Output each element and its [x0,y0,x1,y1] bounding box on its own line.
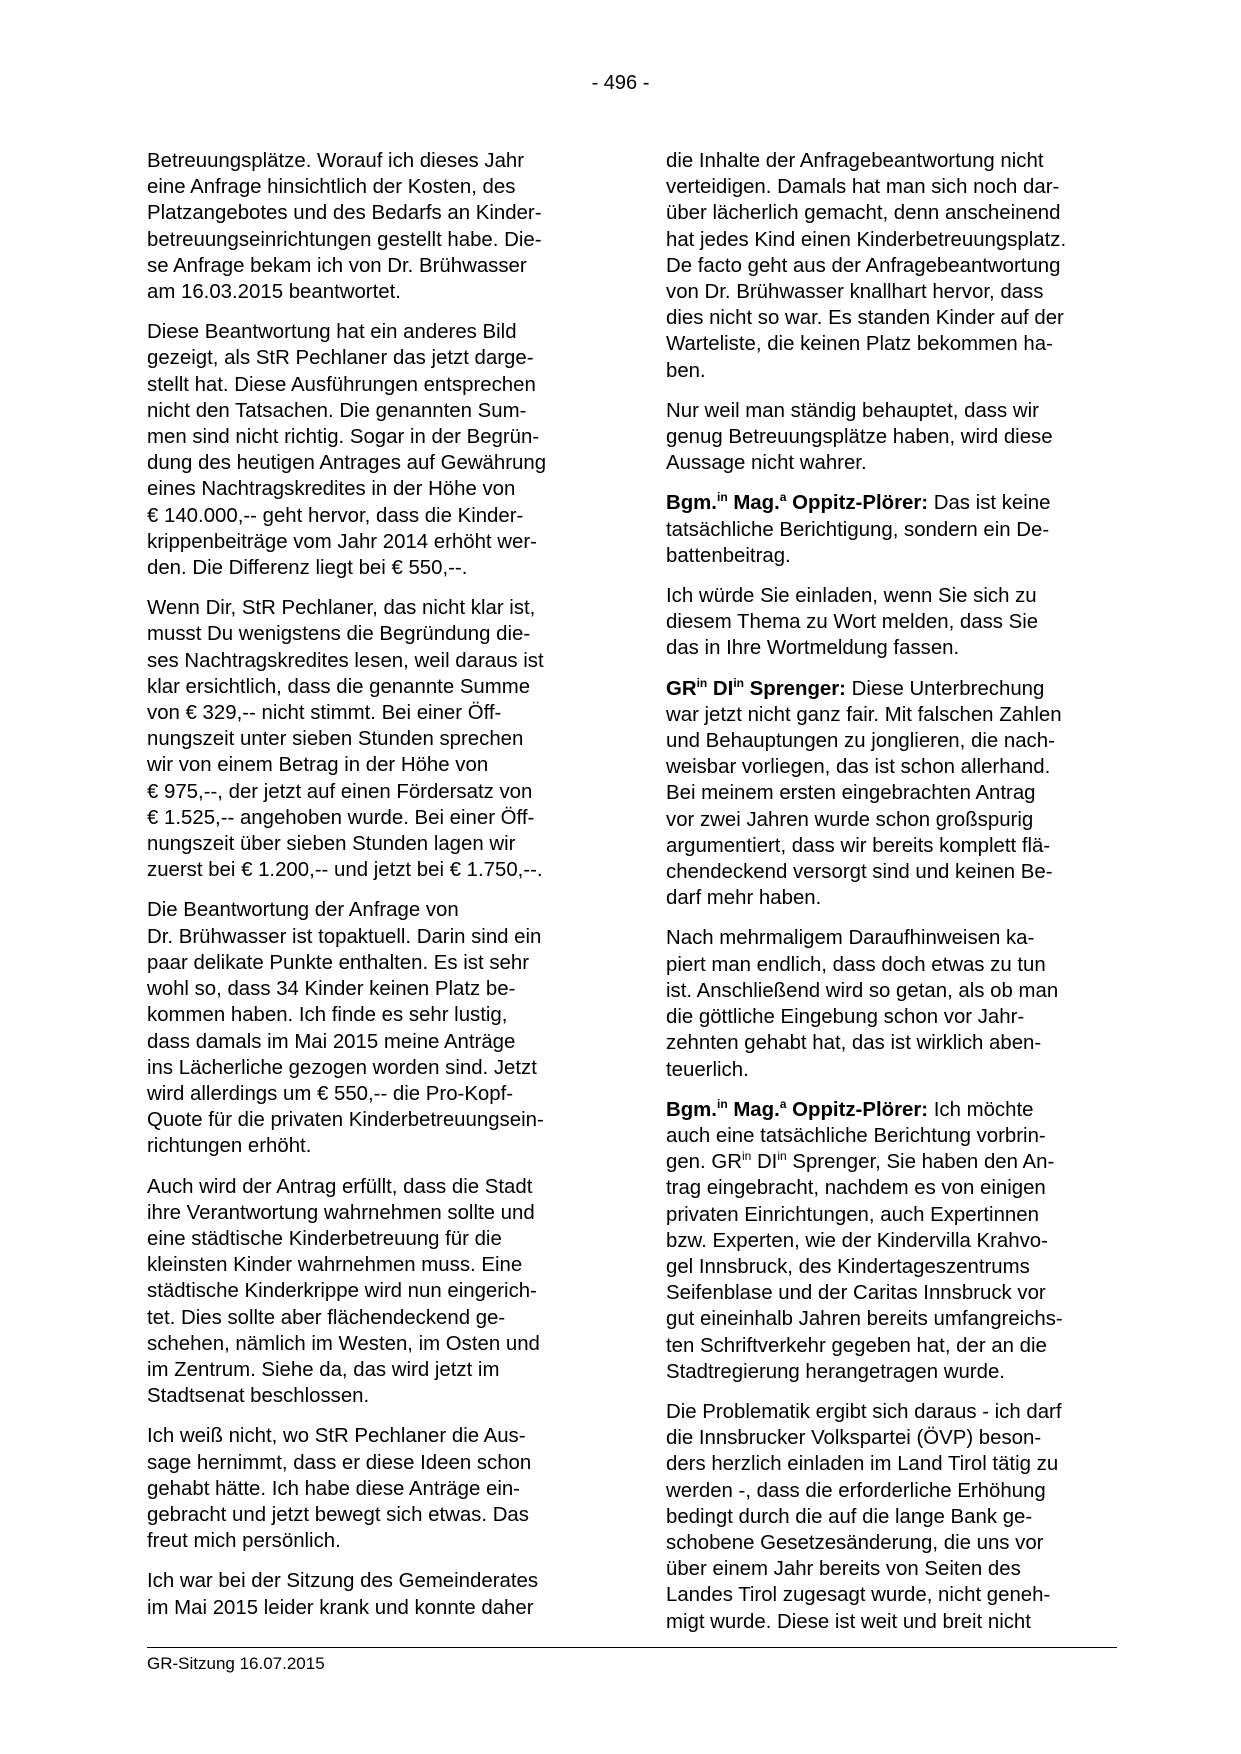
text-line: krippenbeiträge vom Jahr 2014 erhöht wer- [147,530,537,553]
text-line: zuerst bei € 1.200,-- und jetzt bei € 1.750,--. [147,859,543,882]
text-line: nicht den Tatsachen. Die genannten Sum- [147,399,527,422]
text-line: eine städtische Kinderbetreuung für die [147,1227,502,1250]
text-line: gezeigt, als StR Pechlaner das jetzt darge- [147,347,534,370]
paragraph [147,897,597,1159]
text-line: Nur weil man ständig behauptet, dass wir [666,399,1039,422]
text-line: Wenn Dir, StR Pechlaner, das nicht klar ist, [147,597,536,620]
text-line: $GR^{in}$ $DI^{in}$ Sprenger: Diese Unterbrechung [666,675,1045,700]
text-line: schehen, nämlich im Westen, im Osten und [147,1332,540,1355]
text-line: bzw. Experten, wie der Kindervilla Krahvo- [666,1229,1048,1252]
text-line: trag eingebracht, nachdem es von einigen [666,1177,1046,1200]
text-line: werden -, dass die erforderliche Erhöhung [666,1479,1046,1502]
text-line: € 975,--, der jetzt auf einen Fördersatz von [147,780,533,803]
text-line: klar ersichtlich, dass die genannte Summe [147,675,531,698]
text-line: verteidigen. Damals hat man sich noch dar- [666,176,1060,199]
text-line: argumentiert, dass wir bereits komplett flä- [666,834,1051,857]
text-line: Aussage nicht wahrer. [666,452,867,475]
text-line: und Behauptungen zu jonglieren, die nach- [666,730,1055,753]
paragraph [666,925,1116,1082]
text-line: Auch wird der Antrag erfüllt, dass die Stadt [147,1175,533,1198]
text-line: gebracht und jetzt bewegt sich etwas. Das [147,1503,529,1526]
text-line: Seifenblase und der Caritas Innsbruck vor [666,1282,1046,1305]
text-line: Warteliste, die keinen Platz bekommen ha- [666,333,1053,356]
text-line: teuerlich. [666,1058,749,1081]
text-line: auch eine tatsächliche Berichtung vorbrin- [666,1124,1046,1147]
text-line: zehnten gehabt hat, das ist wirklich aben- [666,1032,1042,1055]
text-line: Quote für die privaten Kinderbetreuungsein- [147,1109,544,1132]
text-line: migt wurde. Diese ist weit und breit nicht [666,1610,1031,1633]
paragraph [666,398,1116,477]
text-line: Bgm.$^{in}$ Mag.$^a$ Oppitz-Plörer: Ich möchte [666,1096,1034,1121]
paragraph [666,583,1116,662]
text-line: Die Problematik ergibt sich daraus - ich darf [666,1400,1062,1423]
text-line: Ich war bei der Sitzung des Gemeinderates [147,1570,539,1593]
text-line: tet. Dies sollte aber flächendeckend ge- [147,1306,506,1329]
text-line: die göttliche Eingebung schon vor Jahr- [666,1006,1025,1029]
footer-divider [147,1647,1117,1648]
paragraph [147,1174,597,1410]
paragraph [147,148,597,305]
text-line: städtische Kinderkrippe wird nun eingerich- [147,1280,537,1303]
text-line: vor zwei Jahren wurde schon großspurig [666,808,1034,831]
text-line: kleinsten Kinder wahrnehmen muss. Eine [147,1254,523,1277]
text-line: eine Anfrage hinsichtlich der Kosten, des [147,176,516,199]
text-line: hat jedes Kind einen Kinderbetreuungsplatz. [666,228,1067,251]
text-line: betreuungseinrichtungen gestellt habe. Die- [147,228,542,251]
text-line: ders herzlich einladen im Land Tirol tätig zu [666,1453,1059,1476]
text-line: eines Nachtragskredites in der Höhe von [147,478,516,501]
text-line: De facto geht aus der Anfragebeantwortung [666,254,1061,277]
text-line: Landes Tirol zugesagt wurde, nicht geneh- [666,1584,1051,1607]
text-line: Betreuungsplätze. Worauf ich dieses Jahr [147,150,525,172]
text-line: im Mai 2015 leider krank und konnte daher [147,1596,534,1619]
text-line: ten Schriftverkehr gegeben hat, der an die [666,1334,1047,1357]
text-line: Die Beantwortung der Anfrage von [147,899,459,922]
text-line: dung des heutigen Antrages auf Gewährung [147,452,547,475]
text-line: sage hernimmt, dass er diese Ideen schon [147,1451,532,1474]
text-line: ist. Anschließend wird so getan, als ob man [666,979,1059,1002]
text-line: die Innsbrucker Volkspartei (ÖVP) beson- [666,1427,1042,1450]
text-line: Platzangebotes und des Bedarfs an Kinder- [147,202,542,225]
text-line: piert man endlich, dass doch etwas zu tun [666,953,1046,976]
text-line: € 140.000,-- geht hervor, dass die Kinder- [147,504,524,527]
speaker-paragraph [666,490,1116,569]
text-line: die Inhalte der Anfragebeantwortung nicht [666,150,1044,172]
text-line: ses Nachtragskredites lesen, weil daraus ist [147,649,544,672]
text-line: dass damals im Mai 2015 meine Anträge [147,1030,516,1053]
text-line: Stadtsenat beschlossen. [147,1385,370,1408]
text-line: von € 329,-- nicht stimmt. Bei einer Öff- [147,702,502,725]
text-line: nungszeit über sieben Stunden lagen wir [147,833,516,856]
speaker-paragraph [666,1097,1116,1385]
text-line: war jetzt nicht ganz fair. Mit falschen Zahlen [666,703,1062,726]
text-line: über einem Jahr bereits von Seiten des [666,1558,1021,1581]
text-line: Dr. Brühwasser ist topaktuell. Darin sind ein [147,925,542,948]
text-line: stellt hat. Diese Ausführungen entsprechen [147,373,536,396]
text-line: gehabt hätte. Ich habe diese Anträge ein- [147,1477,520,1500]
speaker-name: Bgm.$^{in}$ Mag.$^a$ Oppitz-Plörer: [666,1096,929,1121]
text-line: men sind nicht richtig. Sogar in der Begrün- [147,426,540,449]
speaker-name: Bgm.$^{in}$ Mag.$^a$ Oppitz-Plörer: [666,490,929,515]
left-column [147,148,597,1621]
text-line: im Zentrum. Siehe da, das wird jetzt im [147,1358,500,1381]
text-line: se Anfrage bekam ich von Dr. Brühwasser [147,254,527,277]
text-line: weisbar vorliegen, das ist schon allerhand. [666,756,1051,779]
text-line: von Dr. Brühwasser knallhart hervor, dass [666,281,1044,304]
text-line: wir von einem Betrag in der Höhe von [147,754,489,777]
text-line: wohl so, dass 34 Kinder keinen Platz be- [147,978,516,1001]
speaker-paragraph [666,676,1116,912]
text-line: richtungen erhöht. [147,1135,312,1158]
text-line: Ich würde Sie einladen, wenn Sie sich zu [666,585,1037,608]
text-line: € 1.525,-- angehoben wurde. Bei einer Öff- [147,806,535,829]
text-line: Ich weiß nicht, wo StR Pechlaner die Aus- [147,1425,526,1448]
text-line: ben. [666,359,706,382]
text-line: chendeckend versorgt sind und keinen Be- [666,861,1053,884]
text-line: ihre Verantwortung wahrnehmen sollte und [147,1201,535,1224]
text-line: genug Betreuungsplätze haben, wird diese [666,426,1053,449]
text-line: gen. $GR^{in}$ $DI^{in}$ Sprenger, Sie haben den An- [666,1149,1055,1174]
text-line: musst Du wenigstens die Begründung die- [147,623,531,646]
text-line: diesem Thema zu Wort melden, dass Sie [666,611,1039,634]
text-line: paar delikate Punkte enthalten. Es ist sehr [147,951,529,974]
text-line: kommen haben. Ich finde es sehr lustig, [147,1004,508,1027]
text-line: gut eineinhalb Jahren bereits umfangreichs- [666,1308,1063,1331]
text-line: nungszeit unter sieben Stunden sprechen [147,728,524,751]
paragraph [666,148,1116,384]
page-number: - 496 - [591,72,650,94]
text-line: Stadtregierung herangetragen wurde. [666,1360,1005,1383]
text-line: Diese Beantwortung hat ein anderes Bild [147,321,517,344]
text-line: dies nicht so war. Es standen Kinder auf der [666,307,1064,330]
paragraph [147,319,597,581]
text-line: ins Lächerliche gezogen worden sind. Jetzt [147,1056,537,1079]
text-line: wird allerdings um € 550,-- die Pro-Kopf- [147,1082,514,1105]
text-line: freut mich persönlich. [147,1530,341,1553]
text-line: battenbeitrag. [666,544,791,567]
text-line: bedingt durch die auf die lange Bank ge- [666,1505,1033,1528]
text-line: den. Die Differenz liegt bei € 550,--. [147,557,468,580]
text-line: gel Innsbruck, des Kindertageszentrums [666,1255,1030,1278]
paragraph [147,595,597,883]
paragraph [147,1568,597,1620]
text-line: Bei meinem ersten eingebrachten Antrag [666,782,1036,805]
text-line: über lächerlich gemacht, denn anscheinend [666,202,1061,225]
text-line: das in Ihre Wortmeldung fassen. [666,637,960,660]
text-line: Nach mehrmaligem Daraufhinweisen ka- [666,927,1035,950]
paragraph [147,1423,597,1554]
text-line: am 16.03.2015 beantwortet. [147,281,401,304]
paragraph [666,1399,1116,1635]
text-line: privaten Einrichtungen, auch Expertinnen [666,1203,1039,1226]
footer-session-label: GR-Sitzung 16.07.2015 [147,1654,325,1673]
text-line: Bgm.$^{in}$ Mag.$^a$ Oppitz-Plörer: Das ist keine [666,490,1051,515]
text-line: schobene Gesetzesänderung, die uns vor [666,1531,1044,1554]
text-line: darf mehr haben. [666,887,822,910]
text-line: tatsächliche Berichtigung, sondern ein De- [666,518,1050,541]
speaker-name: $GR^{in}$ $DI^{in}$ Sprenger: [666,675,846,700]
right-column [666,148,1116,1635]
